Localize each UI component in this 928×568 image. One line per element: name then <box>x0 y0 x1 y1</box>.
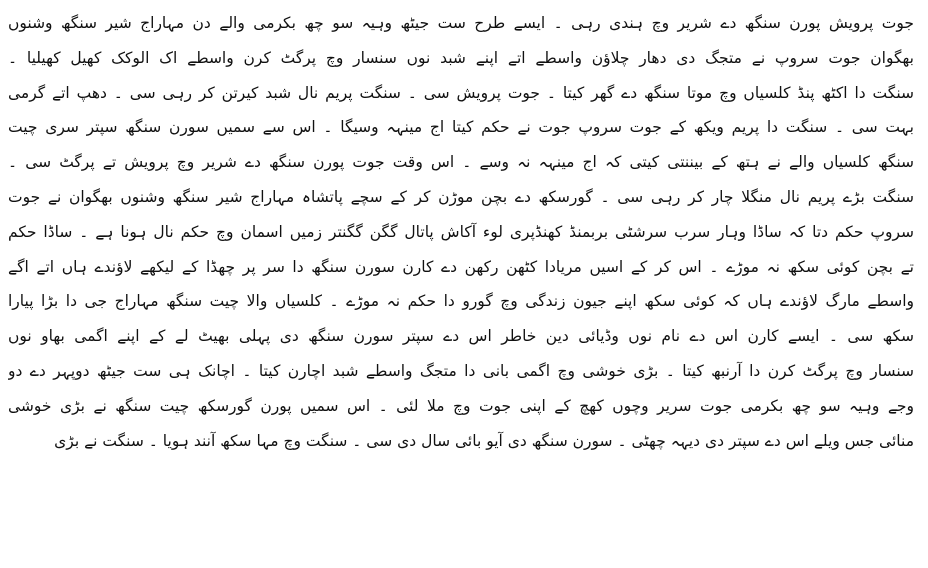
text-line: منائی جس ویلے اس دے سپتر دی دیہہ چھٹی ۔ سورن سنگھ دی آیو بائی سال دی سی ۔ سنگت وچ مہا سکھ آنند ہویا ۔ سنگت نے بڑی <box>54 431 914 450</box>
text-line: سروپ حکم دتا کہ ساڈا وہار سرب سرشٹی بربمنڈ کھنڈپری لوء آکاش پاتال گگن گگنتر زمیں اسمان وچ حکم نال ہونا ہے ۔ ساڈا حکم <box>8 222 914 241</box>
text-line: بہت سی ۔ سنگت دا پریم ویکھ کے جوت سروپ جوت نے حکم کیتا اج مینہہ وسیگا ۔ اس سے سمیں سورن سنگھ سپتر سری چیت <box>8 118 914 137</box>
text-line: جوت پرویش پورن سنگھ دے شریر وچ ہندی رہی ۔ ایسے طرح ست جیٹھ وہیہ سو چھ بکرمی والے دن مہاراج شیر سنگھ وشنوں <box>8 14 914 32</box>
text-line: سنگت دا اکٹھ پنڈ کلسیاں وچ موتا سنگھ دے گھر کیتا ۔ جوت پرویش سی ۔ سنگت پریم نال شبد کیرتن کر رہی سی ۔ دھپ اتے گرمی <box>8 83 914 102</box>
text-line: واسطے مارگ لاؤندے ہاں کہ کوئی سکھ اپنے جیون زندگی وچ گورو دا حکم نہ موڑے ۔ کلسیاں والا چیت سنگھ مہاراج جی دا بڑا پیارا <box>8 292 914 311</box>
text-line: بھگوان جوت سروپ نے متجگ دی دھار چلاؤن واسطے اتے اپنے شبد نوں سنسار وچ پرگٹ کرن واسطے اک الوکک کھیل کھیلیا ۔ <box>8 48 914 67</box>
text-line: وجے وہیہ سو چھ بکرمی جوت سریر وچوں کھچ کے اپنی جوت وچ ملا لئی ۔ اس سمیں پورن گورسکھ چیت سنگھ نے بڑی خوشی <box>8 396 914 415</box>
text-line: سنسار وچ پرگٹ کرن دا آرنبھ کیتا ۔ بڑی خوشی وچ اگمی بانی دا متجگ واسطے شبد اچارن کیتا ۔ اچانک ہی ست جیٹھ دوپہر دے دو <box>8 361 914 380</box>
text-line: سکھ سی ۔ ایسے کارن اس دے نام نوں وڈیائی دین خاطر اس دے سپتر سورن سنگھ دی پہلی بھیٹ لے کے اپنے اگمی بھاو نوں <box>8 327 914 346</box>
text-line: سنگھ کلسیاں والے نے ہتھ کے بیننتی کیتی کہ اج مینہہ نہ وسے ۔ اس وقت جوت پورن سنگھ دے شریر وچ پرویش تے پرگٹ سی ۔ <box>8 153 914 172</box>
text-line: سنگت بڑے پریم نال منگلا چار کر رہی سی ۔ گورسکھ دے بچن موڑن کر کے سچے پاتشاہ مہاراج شیر سنگھ وشنوں بھگوان نے جوت <box>8 187 914 206</box>
text-line: تے بچن کوئی سکھ نہ موڑے ۔ اس کر کے اسیں مریادا کٹھن رکھن دے کارن سورن سنگھ دا سر پر چھڈا کے لیکھے لاؤندے ہاں اتے اگے <box>8 257 914 276</box>
